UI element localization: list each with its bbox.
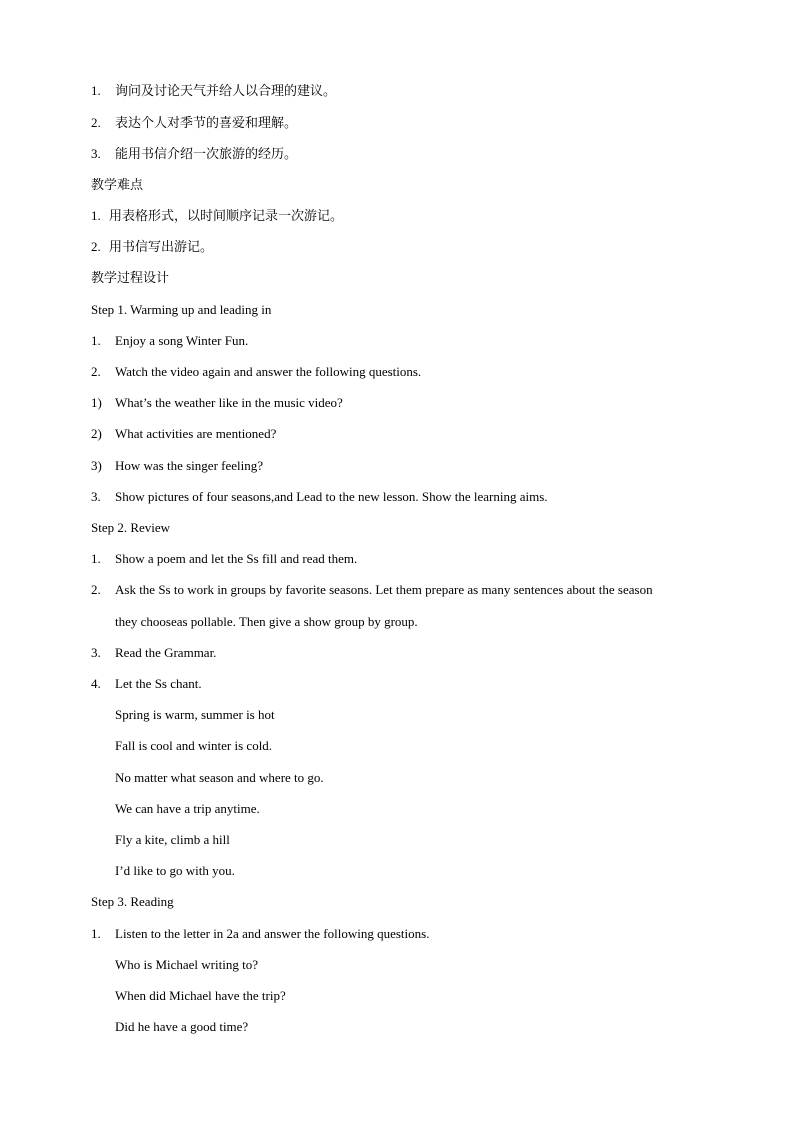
list-number: 3) [91,458,102,473]
list-number: 1. [91,551,101,566]
list-text: Watch the video again and answer the following questions. [115,364,422,379]
list-text: Show pictures of four seasons,and Lead to the new lesson. Show the learning aims. [115,489,548,504]
list-number: 1. [91,83,101,98]
list-text: What’s the weather like in the music video? [115,395,343,410]
list-number: 3. [91,645,101,660]
list-number: 4. [91,676,101,691]
list-text: 询问及讨论天气并给人以合理的建议。 [115,83,337,98]
list-text: Let the Ss chant. [115,676,202,691]
list-text: they chooseas pollable. Then give a show group by group. [115,614,418,629]
list-text: 用表格形式，以时间顺序记录一次游记。 [109,208,344,223]
list-text: 用书信写出游记。 [109,239,214,254]
list-number: 2. [91,582,101,597]
list-text: 表达个人对季节的喜爱和理解。 [115,115,298,130]
list-text: What activities are mentioned? [115,426,277,441]
list-text: Enjoy a song Winter Fun. [115,333,249,348]
list-text: Ask the Ss to work in groups by favorite seasons. Let them prepare as many sentences about the season [115,582,653,597]
list-number: 2. [91,115,101,130]
list-number: 1. [91,926,101,941]
list-text: Show a poem and let the Ss fill and read them. [115,551,358,566]
list-number: 2. [91,364,101,379]
list-number: 3. [91,489,101,504]
list-text: Listen to the letter in 2a and answer the following questions. [115,926,430,941]
list-number: 2) [91,426,102,441]
list-number: 1. [91,208,101,223]
list-number: 2. [91,239,101,254]
list-number: 1. [91,333,101,348]
list-text: How was the singer feeling? [115,458,264,473]
document-page: 1. 询问及讨论天气并给人以合理的建议。 2. 表达个人对季节的喜爱和理解。 3. 能用书信介绍一次旅游的经历。 教学难点 1. 用表格形式，以时间顺序记录一次游记。 2. 用书信写出游记。 教学过程设计 Step 1. Warming up and leading in 1. Enjoy a song Winter Fun. 2. Watch the video again and answer the following questions. 1) What’s the weather like in the music video? 2) What activities are mentioned? 3) How was the singer feeling? 3. Show pictures of four seasons,and Lead to the new lesson. Show the learning aims. Step 2. Review 1. Show a poem and let the Ss fill and read them. 2. Ask the Ss to work in groups by favorite seasons. Let them prepare as many sentences about the season they chooseas pollable. Then give a show group by group. 3. Read the Grammar. 4. Let the Ss chant. Spring is warm, summer is hot Fall is cool and winter is cold. No matter what season and where to go. We can have a trip anytime. Fly a kite, climb a hill I’d like to go with you. Step 3. Reading 1. Listen to the letter in 2a and answer the following questions. Who is Michael writing to? When did Michael have the trip? Did he have a good time? [91,83,653,1034]
list-text: Read the Grammar. [115,645,217,660]
list-number: 3. [91,146,101,161]
list-number: 1) [91,395,102,410]
list-text: 能用书信介绍一次旅游的经历。 [115,146,298,161]
